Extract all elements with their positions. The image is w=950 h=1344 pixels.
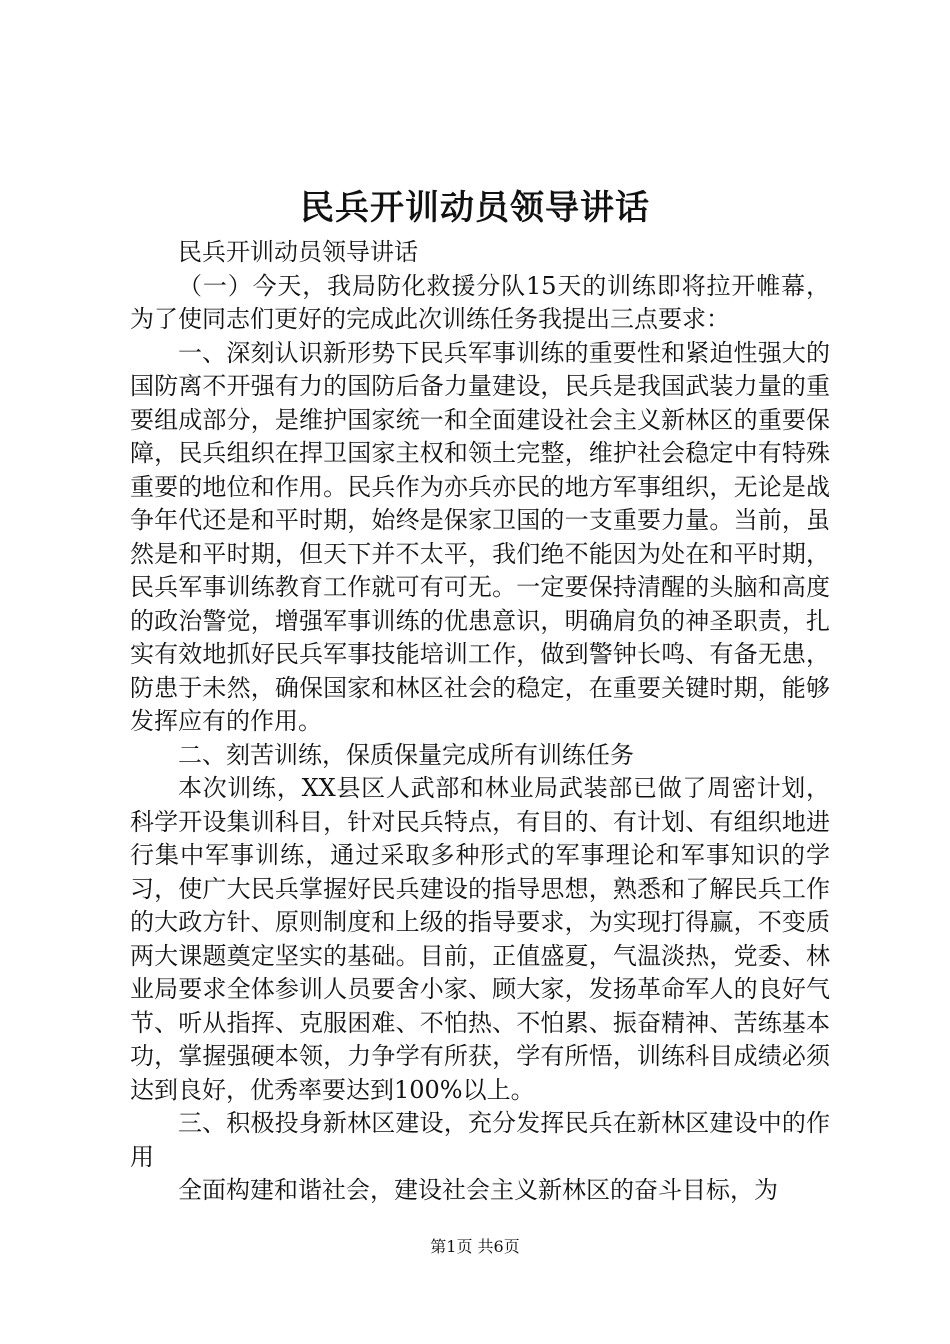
page-footer: 第1页 共6页	[430, 1237, 520, 1256]
paragraph-point-one: 一、深刻认识新形势下民兵军事训练的重要性和紧迫性强大的国防离不开强有力的国防后备力量建设，民兵是我国武装力量的重要组成部分，是维护国家统一和全面建设社会主义新林区的重要保障，民兵组织在捍卫国家主权和领土完整，维护社会稳定中有特殊重要的地位和作用。民兵作为亦兵亦民的地方军事组织，无论是战争年代还是和平时期，始终是保家卫国的一支重要力量。当前，虽然是和平时期，但天下并不太平，我们绝不能因为处在和平时期，民兵军事训练教育工作就可有可无。一定要保持清醒的头脑和高度的政治警觉，增强军事训练的优患意识，明确肩负的神圣职责，扎实有效地抓好民兵军事技能培训工作，做到警钟长鸣、有备无患，防患于未然，确保国家和林区社会的稳定，在重要关键时期，能够发挥应有的作用。	[130, 338, 830, 735]
paragraph-subtitle: 民兵开训动员领导讲话	[178, 238, 418, 266]
document-title: 民兵开训动员领导讲话	[300, 188, 650, 228]
paragraph-point-three: 全面构建和谐社会，建设社会主义新林区的奋斗目标，为	[178, 1176, 778, 1204]
paragraph-heading-three: 三、积极投身新林区建设，充分发挥民兵在新林区建设中的作用	[130, 1109, 830, 1171]
paragraph-heading-two: 二、刻苦训练，保质保量完成所有训练任务	[178, 740, 634, 769]
document-body	[130, 236, 830, 1208]
paragraph-point-two: 本次训练，XX县区人武部和林业局武装部已做了周密计划，科学开设集训科目，针对民兵特点，有目的、有计划、有组织地进行集中军事训练，通过采取多种形式的军事理论和军事知识的学习，使广大民兵掌握好民兵建设的指导思想，熟悉和了解民兵工作的大政方针、原则制度和上级的指导要求，为实现打得赢，不变质两大课题奠定坚实的基础。目前，正值盛夏，气温淡热，党委、林业局要求全体参训人员要舍小家、顾大家，发扬革命军人的良好气节、听从指挥、克服困难、不怕热、不怕累、振奋精神、苦练基本功，掌握强硬本领，力争学有所获，学有所悟，训练科目成绩必须达到良好，优秀率要达到100%以上。	[130, 774, 830, 1104]
paragraph-intro: （一）今天，我局防化救援分队15天的训练即将拉开帷幕，为了使同志们更好的完成此次训练任务我提出三点要求：	[130, 271, 830, 333]
